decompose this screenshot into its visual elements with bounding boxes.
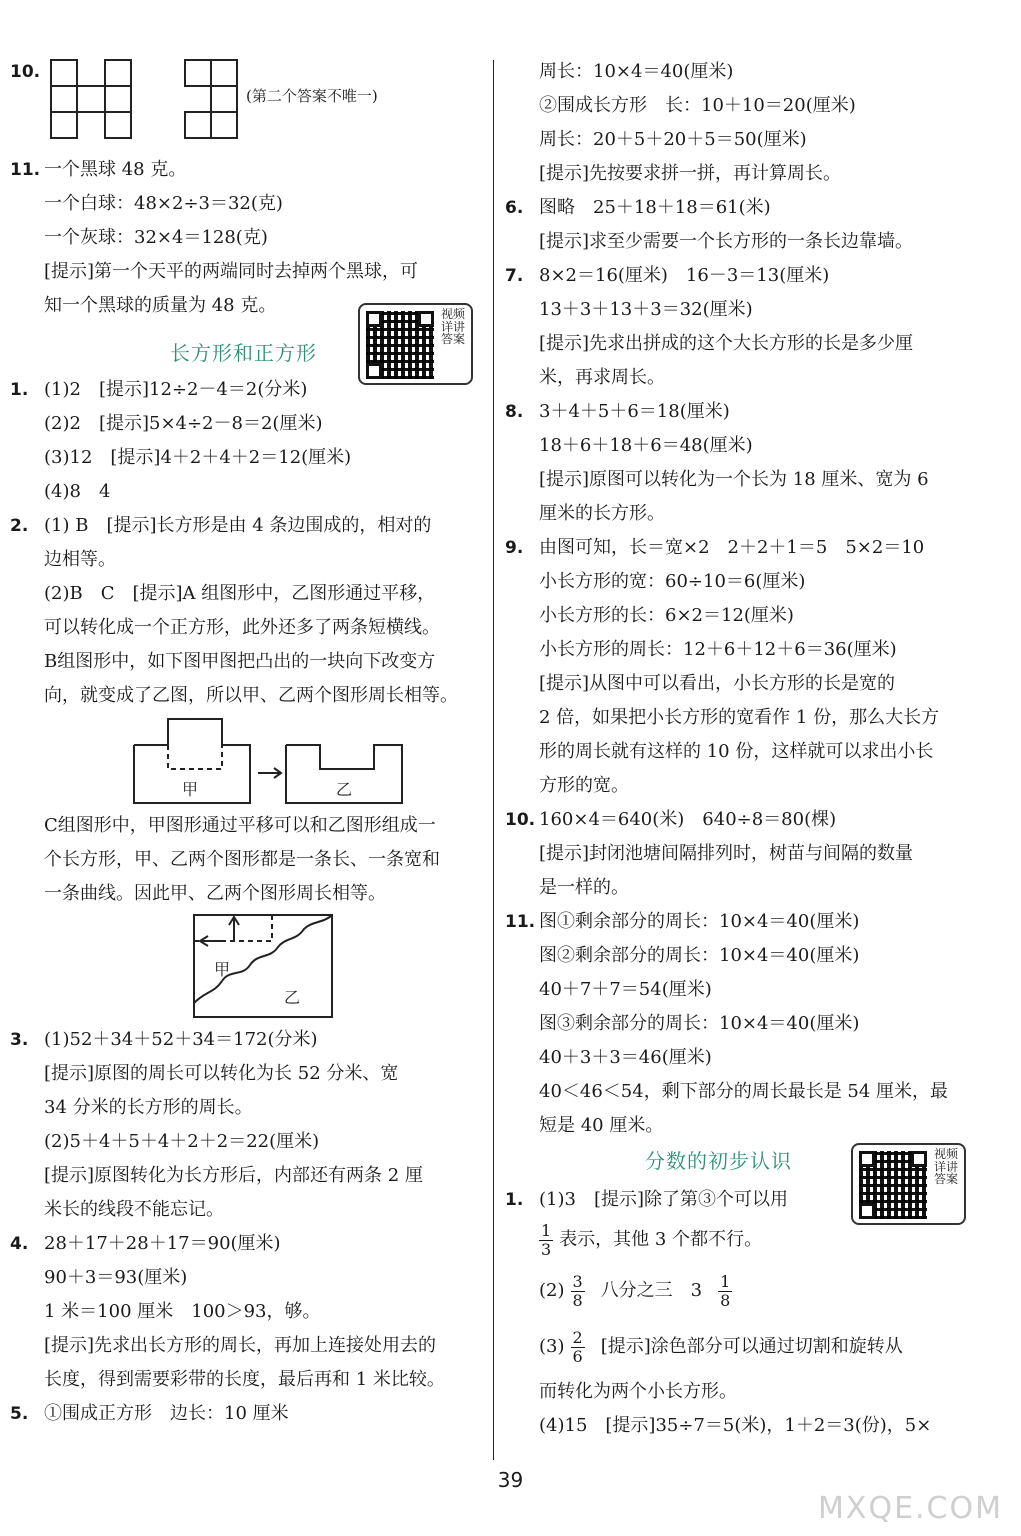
hint-line: [提示]先求出拼成的这个大长方形的长是多少厘 bbox=[539, 333, 914, 354]
answer-line: 图①剩余部分的周长：10×4＝40(厘米) bbox=[539, 911, 860, 932]
answer-line: 小长方形的宽：60÷10＝6(厘米) bbox=[539, 571, 806, 592]
question-number: 1. bbox=[505, 1190, 524, 1210]
shape-label-yi: 乙 bbox=[284, 988, 301, 1007]
section-title: 长方形和正方形 bbox=[170, 341, 317, 365]
question-number: 6. bbox=[505, 198, 524, 218]
question-number: 2. bbox=[10, 516, 29, 536]
grid-figure-2 bbox=[184, 59, 244, 143]
qr-caption: 视频详讲答案 bbox=[440, 307, 465, 346]
question-8 bbox=[505, 395, 975, 531]
answer-line: (3)12 [提示]4＋2＋4＋2＝12(厘米) bbox=[44, 447, 352, 468]
question-3 bbox=[10, 1023, 488, 1227]
fraction-question-1 bbox=[505, 1183, 975, 1443]
question-number: 11. bbox=[10, 160, 41, 180]
question-10 bbox=[505, 803, 975, 905]
hint-line: 2 倍，如果把小长方形的宽看作 1 份，那么大长方 bbox=[539, 707, 940, 728]
hint-line: [提示]封闭池塘间隔排列时，树苗与间隔的数量 bbox=[539, 843, 914, 864]
hint-line: [提示]先求出长方形的周长，再加上连接处用去的 bbox=[44, 1335, 437, 1356]
answer-line: (4)8 4 bbox=[44, 481, 111, 502]
question-11 bbox=[505, 905, 975, 1143]
shape-label-jia: 甲 bbox=[214, 960, 231, 979]
hint-line: [提示]原图可以转化为一个长为 18 厘米、宽为 6 bbox=[539, 469, 929, 490]
answer-line: 18＋6＋18＋6＝48(厘米) bbox=[539, 435, 753, 456]
answer-line: 40＋3＋3＝46(厘米) bbox=[539, 1047, 712, 1068]
answer-line: 一个黑球 48 克。 bbox=[44, 159, 187, 180]
question-number: 10. bbox=[10, 62, 41, 82]
grid-figure-1 bbox=[50, 59, 142, 143]
answer-line: (1)2 [提示]12÷2－4＝2(分米) bbox=[44, 379, 308, 400]
question-1 bbox=[10, 373, 488, 509]
answer-line: 图③剩余部分的周长：10×4＝40(厘米) bbox=[539, 1013, 860, 1034]
answer-line: 八分之三 3 bbox=[600, 1280, 703, 1301]
section-header bbox=[505, 1143, 975, 1186]
answer-line: (2)B C [提示]A 组图形中，乙图形通过平移， bbox=[44, 583, 436, 604]
section-title: 分数的初步认识 bbox=[645, 1149, 792, 1173]
question-number: 11. bbox=[505, 912, 536, 932]
question-7 bbox=[505, 259, 975, 395]
question-number: 5. bbox=[10, 1404, 29, 1424]
hint-line: [提示]从图中可以看出，小长方形的长是宽的 bbox=[539, 673, 896, 694]
answer-line: B组图形中，如下图甲图把凸出的一块向下改变方 bbox=[44, 651, 436, 672]
answer-line: 一个灰球：32×4＝128(克) bbox=[44, 227, 268, 248]
question-11 bbox=[10, 153, 488, 323]
answer-line: 可以转化成一个正方形，此外还多了两条短横线。 bbox=[44, 617, 440, 638]
question-number: 8. bbox=[505, 402, 524, 422]
watermark: MXQE.COM bbox=[818, 1491, 1003, 1526]
left-column bbox=[10, 55, 488, 1431]
hint-line: 米长的线段不能忘记。 bbox=[44, 1199, 224, 1220]
fraction-one-third: $\frac{1}{3}$ bbox=[541, 1220, 552, 1259]
question-5-continued bbox=[505, 55, 975, 191]
answer-line: 周长：20＋5＋20＋5＝50(厘米) bbox=[539, 129, 807, 150]
question-number: 7. bbox=[505, 266, 524, 286]
answer-line: 周长：10×4＝40(厘米) bbox=[539, 61, 734, 82]
column-divider bbox=[493, 60, 494, 1460]
fraction-one-eighth: $\frac{1}{8}$ bbox=[720, 1271, 731, 1310]
shape-label-yi: 乙 bbox=[336, 780, 353, 799]
hint-line: [提示]原图的周长可以转化为长 52 分米、宽 bbox=[44, 1063, 399, 1084]
answer-line: 短是 40 厘米。 bbox=[539, 1115, 664, 1136]
answer-line: 40＋7＋7＝54(厘米) bbox=[539, 979, 712, 1000]
fraction-two-sixths: $\frac{2}{6}$ bbox=[572, 1327, 583, 1366]
answer-line: (2)5＋4＋5＋4＋2＋2＝22(厘米) bbox=[44, 1131, 320, 1152]
hint-line: [提示]第一个天平的两端同时去掉两个黑球，可 bbox=[44, 261, 419, 282]
answer-line: (1) B [提示]长方形是由 4 条边围成的，相对的 bbox=[44, 515, 432, 536]
hint-line: 形的周长就有这样的 10 份，这样就可以求出小长 bbox=[539, 741, 934, 762]
answer-line: 3＋4＋5＋6＝18(厘米) bbox=[539, 401, 730, 422]
answer-line: (2)2 [提示]5×4÷2－8＝2(厘米) bbox=[44, 413, 323, 434]
hint-line: [提示]原图转化为长方形后，内部还有两条 2 厘 bbox=[44, 1165, 423, 1186]
hint-line: 而转化为两个小长方形。 bbox=[539, 1381, 737, 1402]
answer-line: (1)3 [提示]除了第③个可以用 bbox=[539, 1189, 788, 1210]
answer-line: 个长方形，甲、乙两个图形都是一条长、一条宽和 bbox=[44, 849, 440, 870]
hint-line: 34 分米的长方形的周长。 bbox=[44, 1097, 253, 1118]
question-number: 4. bbox=[10, 1234, 29, 1254]
fraction-three-eighths: $\frac{3}{8}$ bbox=[572, 1271, 583, 1310]
hint-line: [提示]先按要求拼一拼，再计算周长。 bbox=[539, 163, 842, 184]
hint-line: [提示]求至少需要一个长方形的一条长边靠墙。 bbox=[539, 231, 914, 252]
question-number: 9. bbox=[505, 538, 524, 558]
answer-line: 表示，其他 3 个都不行。 bbox=[559, 1229, 763, 1250]
answer-line: 28＋17＋28＋17＝90(厘米) bbox=[44, 1233, 281, 1254]
question-6 bbox=[505, 191, 975, 259]
question-5 bbox=[10, 1397, 488, 1431]
question-number: 1. bbox=[10, 380, 29, 400]
answer-line: 一个白球：48×2÷3＝32(克) bbox=[44, 193, 283, 214]
answer-line: ①围成正方形 边长：10 厘米 bbox=[44, 1403, 289, 1424]
answer-line: (4)15 [提示]35÷7＝5(米)，1＋2＝3(份)，5× bbox=[539, 1415, 932, 1436]
hint-line: 米，再求周长。 bbox=[539, 367, 665, 388]
hint-line: 是一样的。 bbox=[539, 877, 629, 898]
answer-line: 一条曲线。因此甲、乙两个图形周长相等。 bbox=[44, 883, 386, 904]
answer-line: 图②剩余部分的周长：10×4＝40(厘米) bbox=[539, 945, 860, 966]
answer-line: 90＋3＝93(厘米) bbox=[44, 1267, 188, 1288]
hint-line: 方形的宽。 bbox=[539, 775, 629, 796]
hint-line: 长度，得到需要彩带的长度，最后再和 1 米比较。 bbox=[44, 1369, 445, 1390]
answer-note: (第二个答案不唯一) bbox=[246, 87, 378, 105]
answer-line: 1 米＝100 厘米 100＞93，够。 bbox=[44, 1301, 321, 1322]
answer-line: 13＋3＋13＋3＝32(厘米) bbox=[539, 299, 753, 320]
answer-line: ②围成长方形 长：10＋10＝20(厘米) bbox=[539, 95, 856, 116]
answer-line: 小长方形的周长：12＋6＋12＋6＝36(厘米) bbox=[539, 639, 897, 660]
right-column bbox=[505, 55, 975, 1443]
answer-line: 小长方形的长：6×2＝12(厘米) bbox=[539, 605, 794, 626]
answer-line: (1)52＋34＋52＋34＝172(分米) bbox=[44, 1029, 318, 1050]
shape-label-jia: 甲 bbox=[182, 780, 199, 799]
qr-caption: 视频详讲答案 bbox=[933, 1147, 958, 1186]
section-header bbox=[10, 307, 488, 373]
hint-line: 知一个黑球的质量为 48 克。 bbox=[44, 295, 277, 316]
answer-line: C组图形中，甲图形通过平移可以和乙图形组成一 bbox=[44, 815, 436, 836]
hint-line: 厘米的长方形。 bbox=[539, 503, 665, 524]
answer-line: 边相等。 bbox=[44, 549, 116, 570]
answer-line: 160×4＝640(米) 640÷8＝80(棵) bbox=[539, 809, 837, 830]
answer-line: 40＜46＜54，剩下部分的周长最长是 54 厘米，最 bbox=[539, 1081, 949, 1102]
answer-line: 向，就变成了乙图，所以甲、乙两个图形周长相等。 bbox=[44, 685, 458, 706]
hint-line: [提示]涂色部分可以通过切割和旋转从 bbox=[600, 1336, 903, 1357]
question-9 bbox=[505, 531, 975, 803]
answer-line: 8×2＝16(厘米) 16－3＝13(厘米) bbox=[539, 265, 830, 286]
answer-label: (3) bbox=[539, 1336, 565, 1357]
curve-split-figure bbox=[10, 911, 488, 1023]
question-number: 3. bbox=[10, 1030, 29, 1050]
answer-label: (2) bbox=[539, 1280, 565, 1301]
page-number: 39 bbox=[497, 1468, 524, 1492]
question-2 bbox=[10, 509, 488, 1023]
question-number: 10. bbox=[505, 810, 536, 830]
shape-transform-figure bbox=[10, 713, 488, 809]
answer-line: 图略 25＋18＋18＝61(米) bbox=[539, 197, 771, 218]
question-10 bbox=[10, 55, 488, 153]
answer-line: 由图可知，长＝宽×2 2＋2＋1＝5 5×2＝10 bbox=[539, 537, 925, 558]
question-4 bbox=[10, 1227, 488, 1397]
